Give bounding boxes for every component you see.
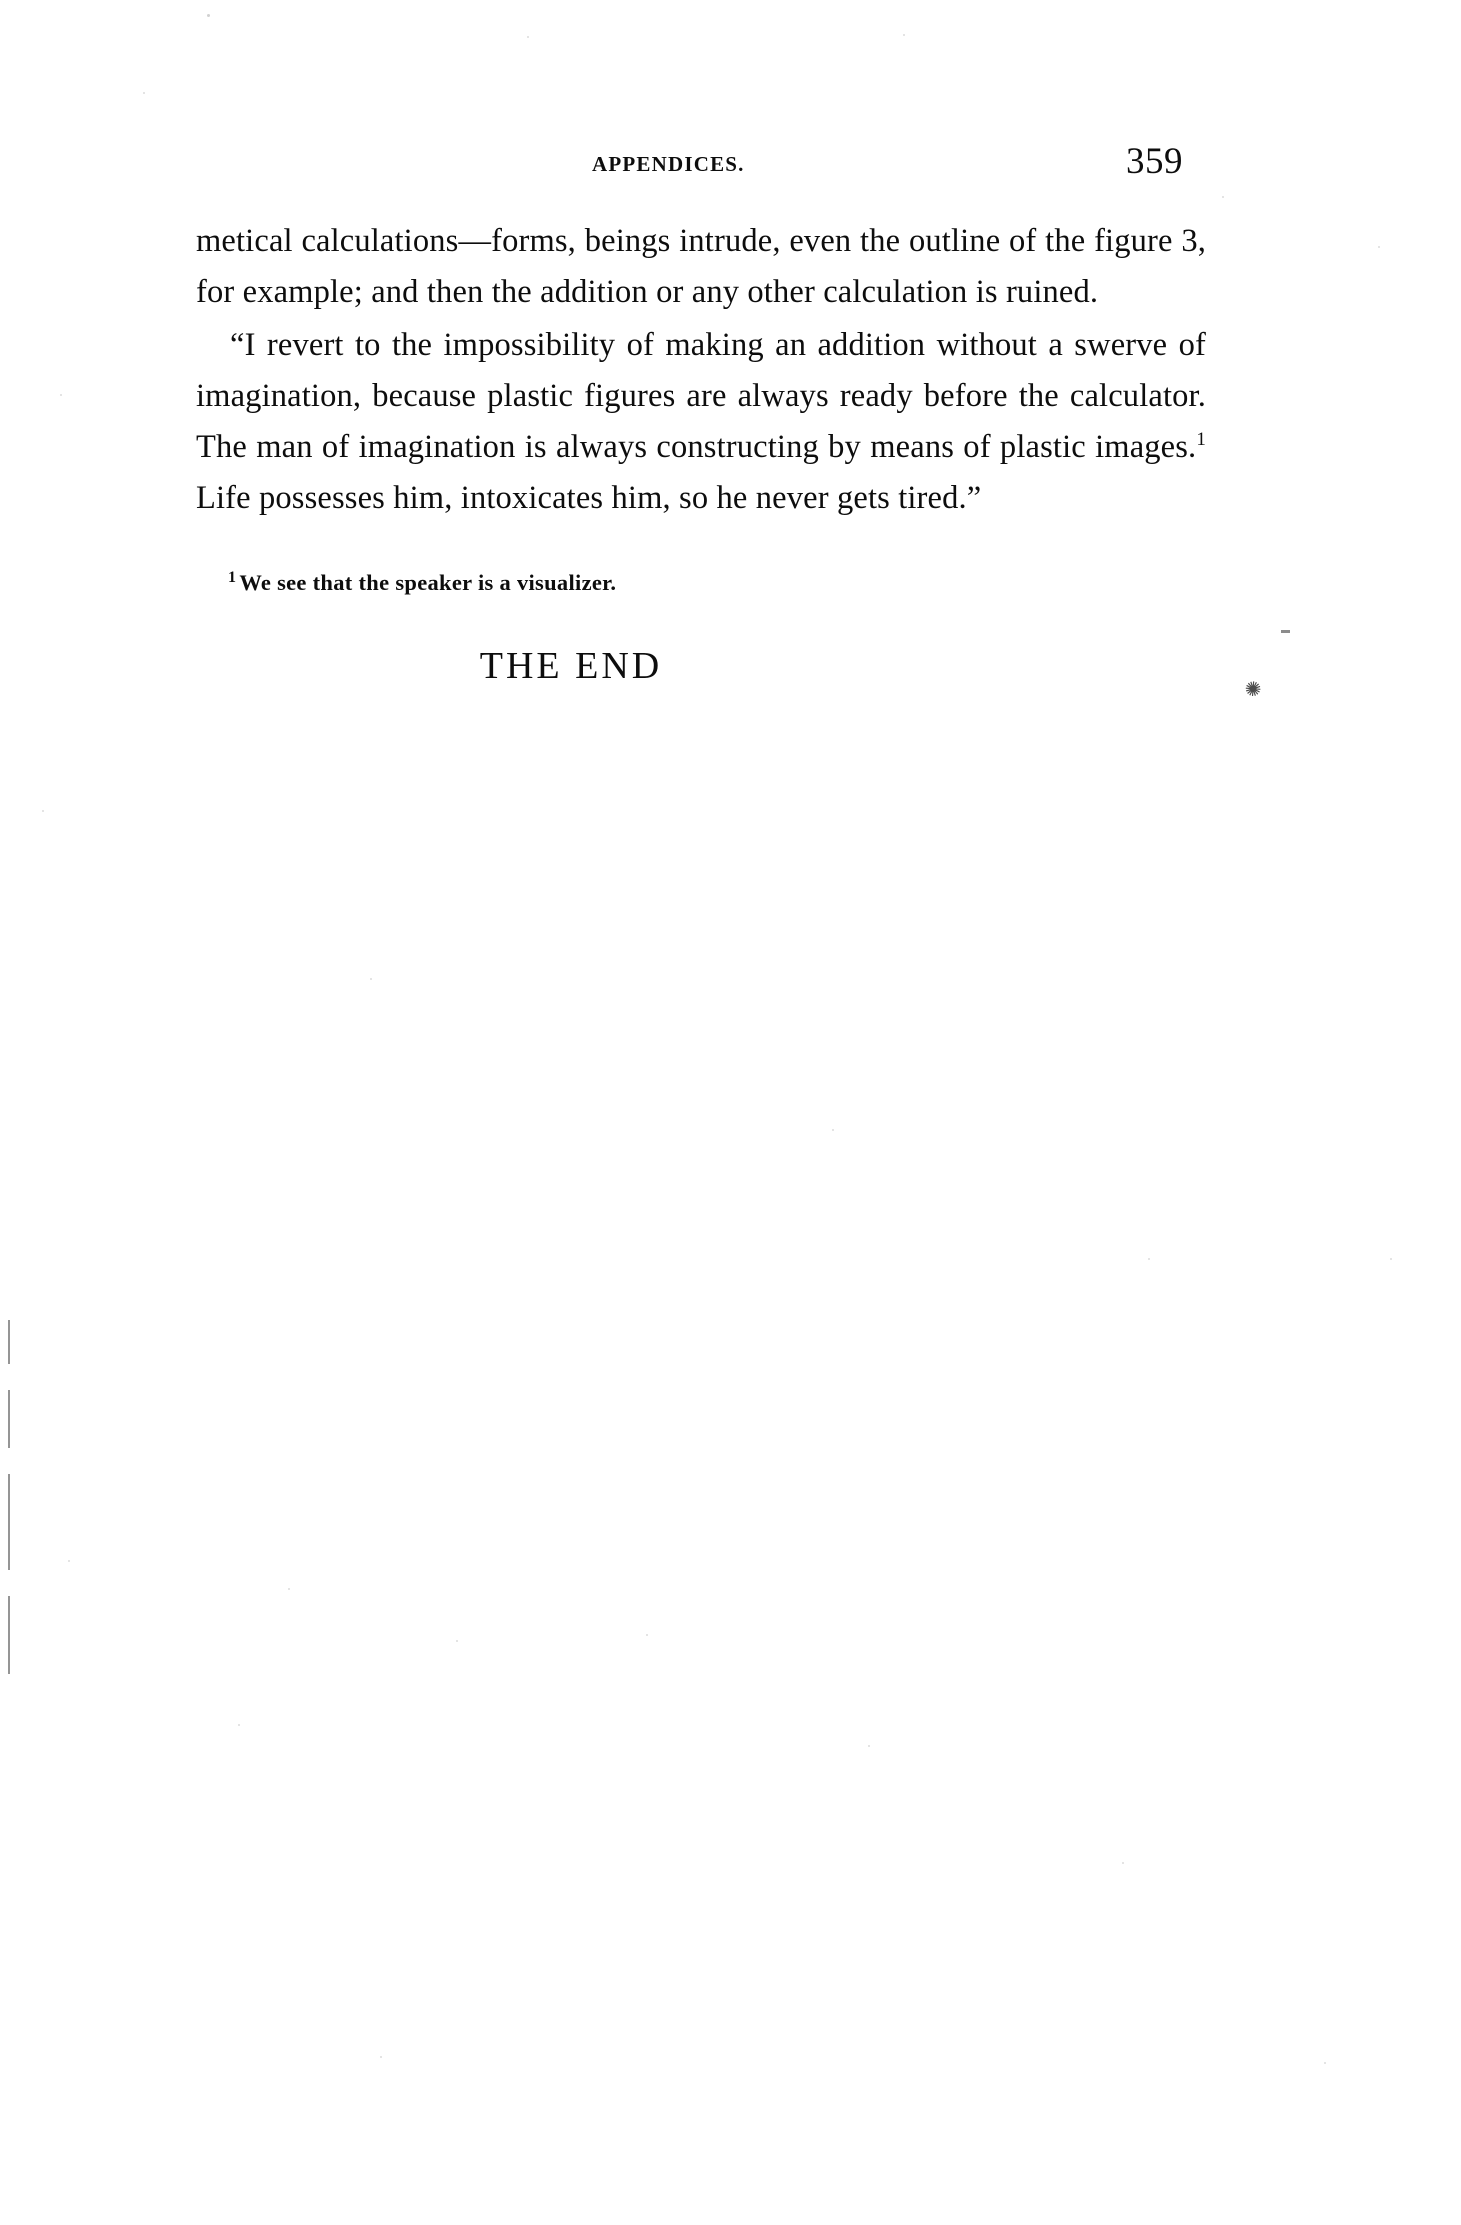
paper-speck: [238, 1724, 240, 1726]
footnote-marker: 1: [228, 568, 237, 586]
body-paragraph-2: [196, 320, 1206, 524]
body-paragraph-1: metical calculations—forms, beings intrude, even the outline of the figure 3, for example; and then the addition or any other calculation is ruined.: [196, 223, 1206, 310]
end-matter-label: THE END: [479, 645, 663, 687]
paper-speck: [1148, 1258, 1150, 1260]
footnote-zone: [196, 568, 1206, 598]
scan-artifact-blot: ✺: [1242, 676, 1265, 704]
paper-speck: [380, 2056, 382, 2058]
paper-speck: [456, 1640, 458, 1642]
paper-speck: [1122, 1862, 1124, 1864]
page-header: [196, 140, 1206, 194]
paper-speck: [143, 92, 145, 94]
page-content: [196, 140, 1206, 688]
paper-speck: [868, 1745, 870, 1747]
body-paragraph-2-main: “I revert to the impossibility of making an addition without a swerve of imagination, because plastic figures are always ready before the calculator. The man of imagination is always constructing by means of plastic images.: [196, 327, 1206, 465]
footnote-reference-marker: 1: [1196, 429, 1206, 451]
footnote: [228, 568, 1206, 598]
running-head: APPENDICES.: [592, 152, 745, 176]
paper-speck: [60, 394, 62, 396]
paper-speck: [527, 36, 529, 38]
paper-speck: [832, 1129, 834, 1131]
paper-speck: [1378, 246, 1380, 248]
paper-speck: [207, 14, 210, 17]
paper-speck: [646, 1634, 648, 1636]
paper-speck: [903, 34, 905, 36]
scan-artifact-dash: [1281, 630, 1290, 633]
paper-speck: [42, 810, 44, 812]
paper-speck: [288, 1588, 290, 1590]
paper-speck: [68, 1560, 70, 1562]
paper-speck: [1222, 196, 1224, 198]
footnote-text: We see that the speaker is a visualizer.: [239, 570, 617, 595]
paper-speck: [1324, 2062, 1326, 2064]
paper-speck: [1390, 1258, 1392, 1260]
body-paragraph-2-rest: Life possesses him, intoxicates him, so he never gets tired.”: [196, 480, 982, 516]
page-number: 359: [1126, 141, 1183, 182]
paper-speck: [370, 978, 372, 980]
scan-edge-marks: [8, 1320, 12, 1700]
